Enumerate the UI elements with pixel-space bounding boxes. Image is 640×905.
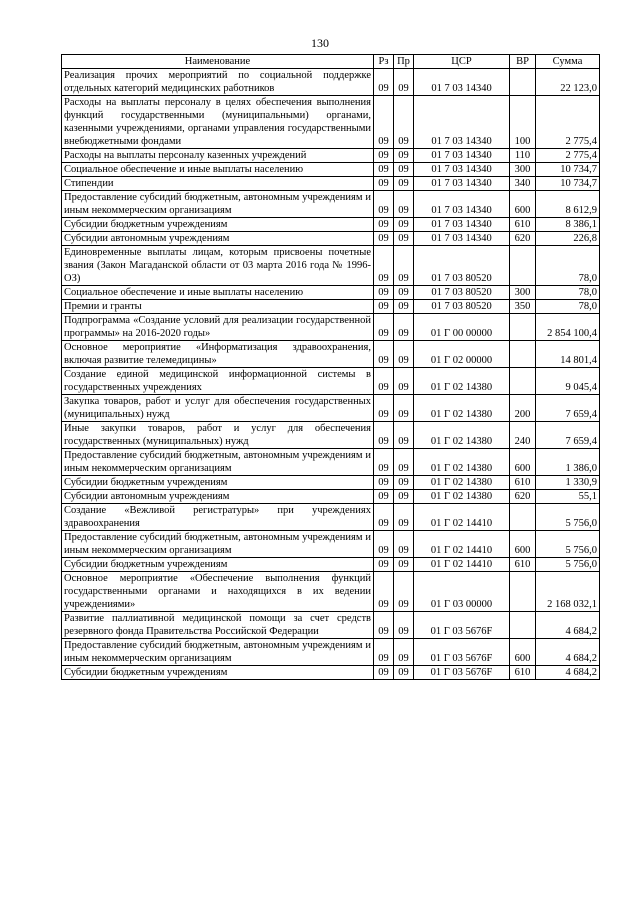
row-rz-cell: 09 xyxy=(374,314,394,341)
row-rz-cell: 09 xyxy=(374,69,394,96)
row-rz-cell: 09 xyxy=(374,612,394,639)
row-name-cell: Субсидии автономным учреждениям xyxy=(62,232,374,246)
table-row xyxy=(62,490,600,504)
row-sum-cell: 22 123,0 xyxy=(536,69,600,96)
table-row xyxy=(62,341,600,368)
row-rz-cell: 09 xyxy=(374,341,394,368)
row-name-cell: Основное мероприятие «Информатизация здравоохранения, включая развитие телемедицины» xyxy=(62,341,374,368)
header-sum: Сумма xyxy=(536,55,600,69)
row-name-cell: Предоставление субсидий бюджетным, автономным учреждениям и иным некоммерческим организациям xyxy=(62,639,374,666)
row-sum-cell: 7 659,4 xyxy=(536,395,600,422)
table-row xyxy=(62,504,600,531)
row-sum-cell: 7 659,4 xyxy=(536,422,600,449)
row-csr-cell: 01 7 03 80520 xyxy=(414,246,510,286)
row-sum-cell: 5 756,0 xyxy=(536,504,600,531)
row-name-cell: Расходы на выплаты персоналу казенных учреждений xyxy=(62,149,374,163)
table-header-row xyxy=(62,55,600,69)
row-csr-cell: 01 Г 02 14380 xyxy=(414,368,510,395)
row-pr-cell: 09 xyxy=(394,300,414,314)
table-row xyxy=(62,612,600,639)
row-sum-cell: 10 734,7 xyxy=(536,177,600,191)
row-csr-cell: 01 Г 02 00000 xyxy=(414,341,510,368)
row-csr-cell: 01 7 03 14340 xyxy=(414,177,510,191)
row-sum-cell: 78,0 xyxy=(536,286,600,300)
row-pr-cell: 09 xyxy=(394,163,414,177)
row-vr-cell xyxy=(510,314,536,341)
row-csr-cell: 01 7 03 14340 xyxy=(414,218,510,232)
table-row xyxy=(62,286,600,300)
table-row xyxy=(62,476,600,490)
row-pr-cell: 09 xyxy=(394,531,414,558)
row-csr-cell: 01 Г 03 5676F xyxy=(414,639,510,666)
row-vr-cell: 610 xyxy=(510,476,536,490)
row-vr-cell xyxy=(510,504,536,531)
row-name-cell: Субсидии бюджетным учреждениям xyxy=(62,666,374,680)
row-name-cell: Основное мероприятие «Обеспечение выполнения функций государственными органами и находящихся в их ведении учреждениями» xyxy=(62,572,374,612)
row-pr-cell: 09 xyxy=(394,232,414,246)
table-row xyxy=(62,639,600,666)
table-row xyxy=(62,177,600,191)
page-number: 130 xyxy=(311,36,329,50)
row-vr-cell: 350 xyxy=(510,300,536,314)
row-csr-cell: 01 Г 02 14380 xyxy=(414,449,510,476)
row-rz-cell: 09 xyxy=(374,504,394,531)
row-pr-cell: 09 xyxy=(394,177,414,191)
row-pr-cell: 09 xyxy=(394,286,414,300)
row-pr-cell: 09 xyxy=(394,149,414,163)
row-vr-cell: 340 xyxy=(510,177,536,191)
row-rz-cell: 09 xyxy=(374,639,394,666)
row-vr-cell: 600 xyxy=(510,639,536,666)
row-vr-cell: 600 xyxy=(510,191,536,218)
row-rz-cell: 09 xyxy=(374,490,394,504)
row-pr-cell: 09 xyxy=(394,246,414,286)
row-name-cell: Субсидии бюджетным учреждениям xyxy=(62,476,374,490)
row-rz-cell: 09 xyxy=(374,149,394,163)
row-rz-cell: 09 xyxy=(374,368,394,395)
row-pr-cell: 09 xyxy=(394,191,414,218)
row-name-cell: Развитие паллиативной медицинской помощи за счет средств резервного фонда Правительства Российской Федерации xyxy=(62,612,374,639)
row-name-cell: Иные закупки товаров, работ и услуг для обеспечения государственных (муниципальных) нужд xyxy=(62,422,374,449)
row-csr-cell: 01 Г 02 14380 xyxy=(414,476,510,490)
table-row xyxy=(62,558,600,572)
row-sum-cell: 78,0 xyxy=(536,246,600,286)
row-rz-cell: 09 xyxy=(374,191,394,218)
row-sum-cell: 14 801,4 xyxy=(536,341,600,368)
row-rz-cell: 09 xyxy=(374,395,394,422)
table-body xyxy=(62,69,600,680)
row-rz-cell: 09 xyxy=(374,246,394,286)
row-vr-cell: 620 xyxy=(510,232,536,246)
row-csr-cell: 01 Г 03 5676F xyxy=(414,666,510,680)
row-vr-cell xyxy=(510,246,536,286)
table-row xyxy=(62,163,600,177)
row-csr-cell: 01 7 03 14340 xyxy=(414,96,510,149)
row-sum-cell: 55,1 xyxy=(536,490,600,504)
row-name-cell: Предоставление субсидий бюджетным, автономным учреждениям и иным некоммерческим организациям xyxy=(62,449,374,476)
table-row xyxy=(62,300,600,314)
row-sum-cell: 2 168 032,1 xyxy=(536,572,600,612)
row-sum-cell: 5 756,0 xyxy=(536,531,600,558)
row-pr-cell: 09 xyxy=(394,341,414,368)
row-vr-cell: 610 xyxy=(510,218,536,232)
header-csr: ЦСР xyxy=(414,55,510,69)
table-row xyxy=(62,531,600,558)
table-row xyxy=(62,149,600,163)
row-sum-cell: 4 684,2 xyxy=(536,639,600,666)
row-name-cell: Субсидии бюджетным учреждениям xyxy=(62,218,374,232)
table-row xyxy=(62,449,600,476)
row-vr-cell xyxy=(510,341,536,368)
row-pr-cell: 09 xyxy=(394,449,414,476)
row-rz-cell: 09 xyxy=(374,232,394,246)
row-sum-cell: 226,8 xyxy=(536,232,600,246)
row-pr-cell: 09 xyxy=(394,218,414,232)
row-rz-cell: 09 xyxy=(374,218,394,232)
row-rz-cell: 09 xyxy=(374,96,394,149)
row-sum-cell: 2 854 100,4 xyxy=(536,314,600,341)
header-vr: ВР xyxy=(510,55,536,69)
row-name-cell: Социальное обеспечение и иные выплаты населению xyxy=(62,286,374,300)
row-sum-cell: 10 734,7 xyxy=(536,163,600,177)
row-rz-cell: 09 xyxy=(374,666,394,680)
header-name: Наименование xyxy=(62,55,374,69)
row-pr-cell: 09 xyxy=(394,476,414,490)
row-csr-cell: 01 7 03 14340 xyxy=(414,163,510,177)
row-csr-cell: 01 Г 02 14410 xyxy=(414,558,510,572)
row-name-cell: Субсидии автономным учреждениям xyxy=(62,490,374,504)
row-rz-cell: 09 xyxy=(374,558,394,572)
row-name-cell: Закупка товаров, работ и услуг для обеспечения государственных (муниципальных) нужд xyxy=(62,395,374,422)
row-sum-cell: 1 386,0 xyxy=(536,449,600,476)
row-pr-cell: 09 xyxy=(394,504,414,531)
row-rz-cell: 09 xyxy=(374,449,394,476)
row-rz-cell: 09 xyxy=(374,286,394,300)
row-sum-cell: 2 775,4 xyxy=(536,149,600,163)
row-vr-cell: 600 xyxy=(510,531,536,558)
row-pr-cell: 09 xyxy=(394,572,414,612)
row-pr-cell: 09 xyxy=(394,490,414,504)
row-vr-cell: 300 xyxy=(510,286,536,300)
row-vr-cell xyxy=(510,368,536,395)
table-row xyxy=(62,246,600,286)
row-pr-cell: 09 xyxy=(394,69,414,96)
row-sum-cell: 8 386,1 xyxy=(536,218,600,232)
row-csr-cell: 01 Г 02 14410 xyxy=(414,504,510,531)
row-sum-cell: 9 045,4 xyxy=(536,368,600,395)
row-csr-cell: 01 Г 02 14380 xyxy=(414,422,510,449)
row-csr-cell: 01 7 03 14340 xyxy=(414,149,510,163)
row-vr-cell: 620 xyxy=(510,490,536,504)
row-csr-cell: 01 Г 00 00000 xyxy=(414,314,510,341)
row-name-cell: Предоставление субсидий бюджетным, автономным учреждениям и иным некоммерческим организациям xyxy=(62,531,374,558)
table-row xyxy=(62,572,600,612)
table-row xyxy=(62,368,600,395)
row-sum-cell: 78,0 xyxy=(536,300,600,314)
header-rz: Рз xyxy=(374,55,394,69)
row-csr-cell: 01 7 03 14340 xyxy=(414,191,510,218)
row-pr-cell: 09 xyxy=(394,395,414,422)
row-csr-cell: 01 7 03 80520 xyxy=(414,286,510,300)
row-vr-cell xyxy=(510,572,536,612)
row-rz-cell: 09 xyxy=(374,177,394,191)
table-row xyxy=(62,218,600,232)
row-name-cell: Стипендии xyxy=(62,177,374,191)
budget-table xyxy=(61,54,600,680)
row-rz-cell: 09 xyxy=(374,476,394,490)
row-pr-cell: 09 xyxy=(394,666,414,680)
row-pr-cell: 09 xyxy=(394,368,414,395)
row-sum-cell: 4 684,2 xyxy=(536,612,600,639)
table-row xyxy=(62,96,600,149)
row-vr-cell: 240 xyxy=(510,422,536,449)
row-rz-cell: 09 xyxy=(374,531,394,558)
table-row xyxy=(62,69,600,96)
row-vr-cell: 600 xyxy=(510,449,536,476)
table-row xyxy=(62,314,600,341)
row-csr-cell: 01 7 03 14340 xyxy=(414,232,510,246)
row-vr-cell: 300 xyxy=(510,163,536,177)
row-pr-cell: 09 xyxy=(394,639,414,666)
row-pr-cell: 09 xyxy=(394,558,414,572)
row-name-cell: Создание единой медицинской информационной системы в государственных учреждениях xyxy=(62,368,374,395)
table-row xyxy=(62,666,600,680)
table-row xyxy=(62,422,600,449)
row-vr-cell xyxy=(510,612,536,639)
row-rz-cell: 09 xyxy=(374,572,394,612)
header-pr: Пр xyxy=(394,55,414,69)
table-row xyxy=(62,395,600,422)
row-rz-cell: 09 xyxy=(374,300,394,314)
row-csr-cell: 01 Г 03 5676F xyxy=(414,612,510,639)
row-pr-cell: 09 xyxy=(394,612,414,639)
row-pr-cell: 09 xyxy=(394,314,414,341)
row-sum-cell: 1 330,9 xyxy=(536,476,600,490)
row-name-cell: Социальное обеспечение и иные выплаты населению xyxy=(62,163,374,177)
row-name-cell: Создание «Вежливой регистратуры» при учреждениях здравоохранения xyxy=(62,504,374,531)
row-name-cell: Реализация прочих мероприятий по социальной поддержке отдельных категорий медицинских работников xyxy=(62,69,374,96)
row-csr-cell: 01 Г 02 14380 xyxy=(414,395,510,422)
row-vr-cell: 100 xyxy=(510,96,536,149)
row-pr-cell: 09 xyxy=(394,422,414,449)
row-rz-cell: 09 xyxy=(374,422,394,449)
row-name-cell: Подпрограмма «Создание условий для реализации государственной программы» на 2016-2020 годы» xyxy=(62,314,374,341)
row-sum-cell: 4 684,2 xyxy=(536,666,600,680)
row-csr-cell: 01 Г 03 00000 xyxy=(414,572,510,612)
row-name-cell: Премии и гранты xyxy=(62,300,374,314)
row-sum-cell: 8 612,9 xyxy=(536,191,600,218)
row-vr-cell: 110 xyxy=(510,149,536,163)
row-rz-cell: 09 xyxy=(374,163,394,177)
table-row xyxy=(62,232,600,246)
row-vr-cell: 200 xyxy=(510,395,536,422)
row-name-cell: Единовременные выплаты лицам, которым присвоены почетные звания (Закон Магаданской области от 03 марта 2016 года № 1996-ОЗ) xyxy=(62,246,374,286)
table-row xyxy=(62,191,600,218)
row-vr-cell xyxy=(510,69,536,96)
row-name-cell: Субсидии бюджетным учреждениям xyxy=(62,558,374,572)
row-vr-cell: 610 xyxy=(510,558,536,572)
row-csr-cell: 01 Г 02 14380 xyxy=(414,490,510,504)
row-csr-cell: 01 7 03 80520 xyxy=(414,300,510,314)
row-sum-cell: 5 756,0 xyxy=(536,558,600,572)
row-name-cell: Предоставление субсидий бюджетным, автономным учреждениям и иным некоммерческим организациям xyxy=(62,191,374,218)
row-csr-cell: 01 7 03 14340 xyxy=(414,69,510,96)
row-csr-cell: 01 Г 02 14410 xyxy=(414,531,510,558)
row-vr-cell: 610 xyxy=(510,666,536,680)
row-name-cell: Расходы на выплаты персоналу в целях обеспечения выполнения функций государственными (муниципальными) органами, казенными учреждениями, органами управления государственными внебюджетными фондами xyxy=(62,96,374,149)
row-sum-cell: 2 775,4 xyxy=(536,96,600,149)
row-pr-cell: 09 xyxy=(394,96,414,149)
